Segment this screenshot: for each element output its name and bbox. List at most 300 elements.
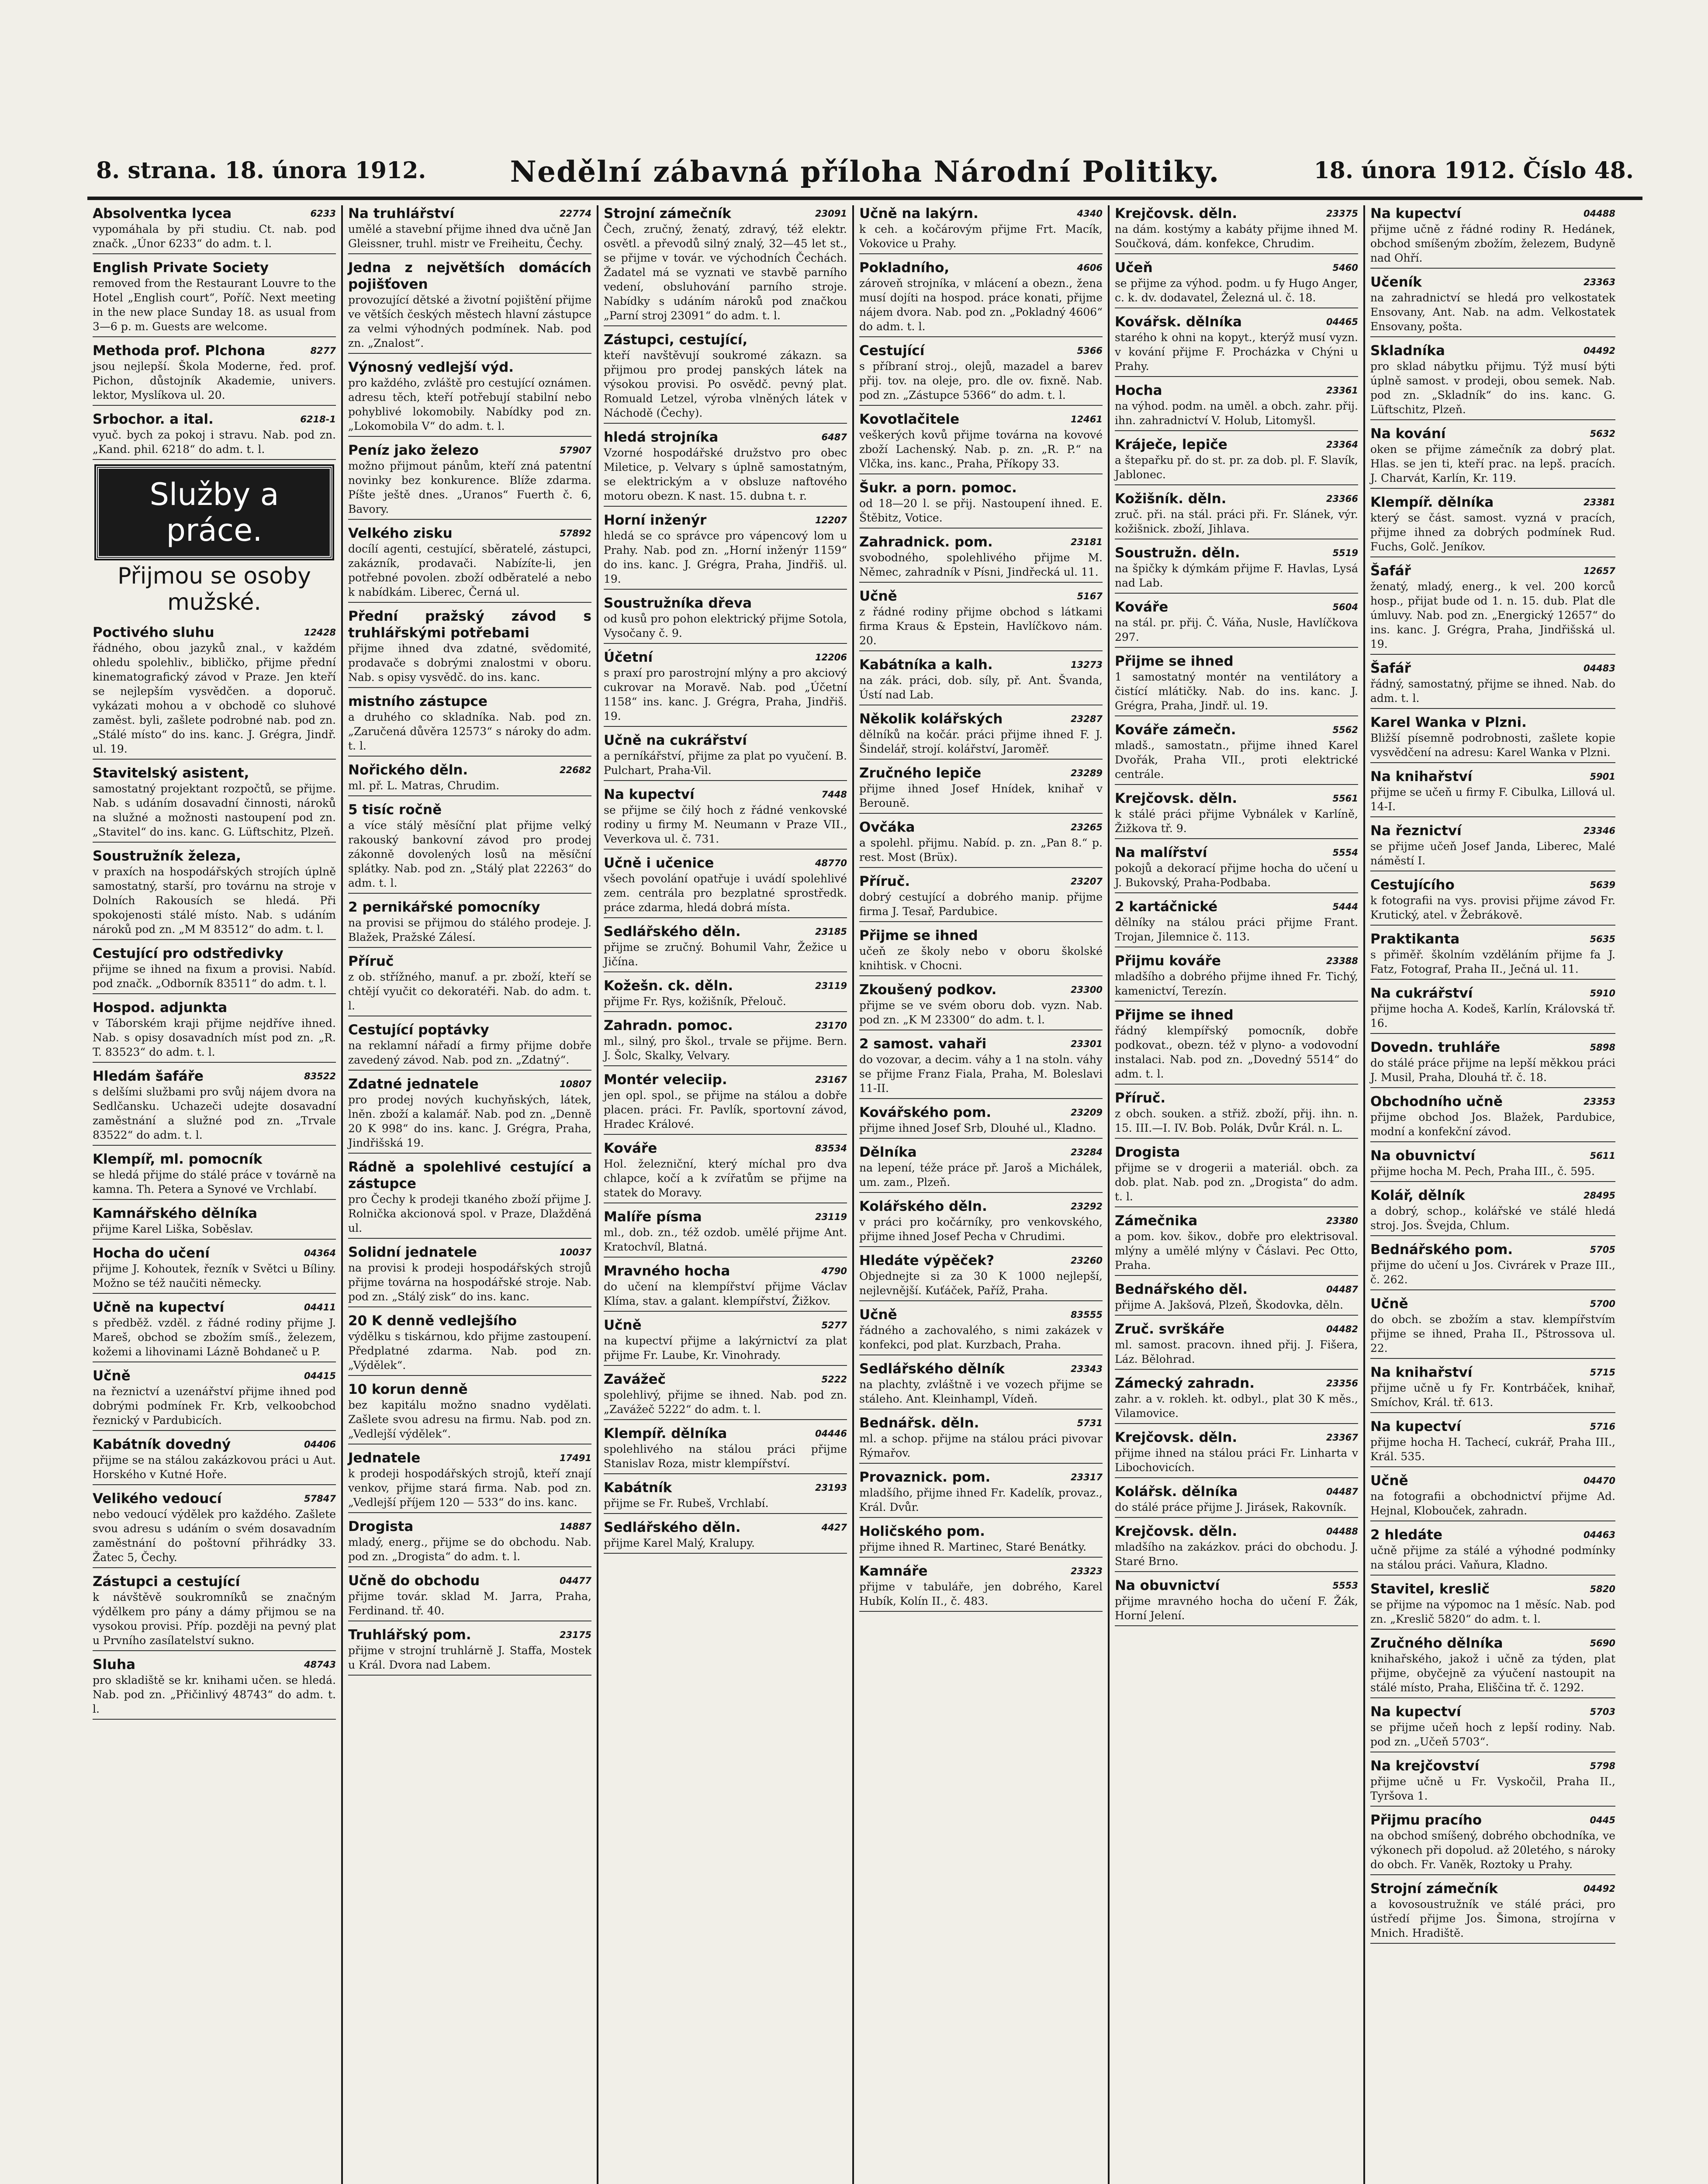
classified-ad (1370, 660, 1615, 709)
ad-body: se přijme se čilý hoch z řádné venkovské rodiny u firmy M. Neumann v Praze VII., Veverkova ul. č. 731. (604, 804, 847, 845)
ad-heading (1115, 1321, 1358, 1337)
ad-heading-text: Na truhlářství (348, 206, 454, 221)
ad-heading (348, 953, 591, 970)
ad-heading (1115, 653, 1358, 670)
classified-ad (348, 1244, 591, 1307)
ad-body: možno přijmout pánům, kteří zná patentní novinky bez konkurence. Blíže zdarma. Píšte ještě dnes. „Uranos“ Fuerth č. 6, Bavory. (348, 460, 591, 515)
column-2 (343, 205, 598, 2184)
ad-heading-text: Velkého zisku (348, 525, 453, 541)
ad-heading-text: Učně na cukrářství (604, 733, 747, 748)
classified-ad (604, 1371, 847, 1420)
ad-heading-text: Velikého vedoucí (93, 1491, 222, 1507)
ad-separator (1370, 488, 1615, 489)
ad-separator (1115, 1275, 1358, 1276)
ad-heading-text: Učně i učenice (604, 855, 714, 871)
classified-ad (1115, 436, 1358, 485)
ad-heading-text: Sedlářského dělník (859, 1361, 1005, 1377)
ad-heading (1115, 844, 1358, 861)
ad-heading-text: Holičského pom. (859, 1524, 985, 1539)
ad-heading-text: Klempíř. dělníka (1370, 494, 1494, 510)
ad-separator (1370, 1087, 1615, 1088)
ad-separator (604, 423, 847, 424)
ad-body: na kupectví přijme a lakýrnictví za plat přijme Fr. Laube, Kr. Vinohrady. (604, 1334, 847, 1362)
ad-separator (604, 506, 847, 507)
classified-ad (93, 1205, 336, 1240)
ad-heading (604, 595, 847, 612)
ad-body: v praxích na hospodářských strojích úplně samostatný, starší, pro továrnu na stroje v Dolních Rakousích se hledá. Při spokojenosti stálé místo. Nab. s udáním nároků pod zn. „M M 83512“ do adm. t. l. (93, 865, 336, 936)
classified-ad (1370, 1527, 1615, 1576)
ad-heading-text: Cestující poptávky (348, 1022, 489, 1038)
ad-heading-text: Na kupectví (604, 787, 695, 802)
ad-heading-text: Malíře písma (604, 1209, 702, 1225)
ad-heading (1370, 1187, 1615, 1204)
ad-heading (348, 608, 591, 641)
ad-heading (93, 1573, 336, 1590)
classified-ad (93, 1068, 336, 1146)
ad-heading-text: Příruč (348, 954, 394, 969)
ad-separator (604, 643, 847, 644)
ad-heading (604, 732, 847, 749)
ad-heading-text: Strojní zámečník (1370, 1881, 1498, 1897)
ad-heading-text: Zavážeč (604, 1372, 666, 1387)
ad-heading (859, 534, 1103, 550)
ad-heading-text: 2 samost. vahaři (859, 1036, 987, 1052)
ad-heading (859, 1361, 1103, 1377)
ad-separator (859, 1409, 1103, 1410)
ad-heading-text: Zástupci a cestující (93, 1574, 240, 1590)
classified-ad (859, 1144, 1103, 1193)
ad-heading-text: Šukr. a porn. pomoc. (859, 480, 1017, 496)
classified-ad (348, 693, 591, 757)
classified-ad (604, 1017, 847, 1066)
classified-ad (604, 1519, 847, 1554)
ad-heading (1370, 931, 1615, 947)
ad-heading-text: Kolářského děln. (859, 1199, 987, 1214)
classified-ad (348, 359, 591, 437)
ad-heading (93, 205, 336, 222)
classified-ad (859, 1252, 1103, 1301)
ad-heading-text: Učně (604, 1317, 642, 1333)
ad-separator (1115, 715, 1358, 716)
classified-ad (1115, 1144, 1358, 1207)
ad-heading-text: Jednatele (348, 1450, 421, 1466)
ad-body: z ob. střížného, manuf. a pr. zboží, kteří se chtějí vyučit co dekoratéři. Nab. do adm. t. l. (348, 971, 591, 1012)
ad-separator (604, 917, 847, 918)
ad-heading (1115, 1577, 1358, 1594)
ad-body: umělé a stavební přijme ihned dva učně Jan Gleissner, truhl. mistr ve Freiheitu, Čechy. (348, 223, 591, 250)
ad-heading-text: Příruč. (1115, 1090, 1166, 1106)
ad-separator (604, 1065, 847, 1066)
ad-separator (1370, 1033, 1615, 1034)
classified-ad (93, 1436, 336, 1485)
ad-separator (93, 1484, 336, 1485)
ad-separator (1115, 1571, 1358, 1572)
ad-body: s předběž. vzděl. z řádné rodiny přijme J. Mareš, obchod se zbožím smíš., železem, kožemi a lihovinami Lázně Bohdaneč u P. (93, 1317, 336, 1358)
ad-heading-text: Na malířství (1115, 845, 1207, 860)
ad-number: 04477 (559, 1576, 591, 1586)
ad-body: na zahradnictví se hledá pro velkostatek Ensovany, Ant. Nab. na adm. Velkostatek Ensovany, pošta. (1370, 291, 1615, 333)
ad-body: vyuč. bych za pokoj i stravu. Nab. pod zn. „Kand. phil. 6218“ do adm. t. l. (93, 429, 336, 456)
ad-number: 5703 (1590, 1707, 1615, 1717)
ad-heading-text: Dovedn. truhláře (1370, 1040, 1501, 1055)
ad-heading (604, 1209, 847, 1225)
ad-heading (859, 480, 1103, 496)
classified-ad (93, 1368, 336, 1431)
classified-ad (1370, 494, 1615, 557)
ad-separator (1370, 1629, 1615, 1630)
ad-separator (93, 1293, 336, 1294)
ad-heading-text: Zručného lepiče (859, 765, 982, 781)
ad-body: ml., silný, pro škol., trvale se přijme. Bern. J. Šolc, Skalky, Velvary. (604, 1035, 847, 1062)
ad-body: pro každého, zvláště pro cestující oznámen. adresu těch, kteří potřebují stabilní nebo pohyblivé lokomobily. Nabídky pod zn. „Lokomobila V“ do adm. t. l. (348, 377, 591, 432)
ad-heading-text: Zahradn. pomoc. (604, 1018, 733, 1033)
classified-ad (859, 1036, 1103, 1099)
ad-heading-text: Učně (859, 1307, 897, 1323)
ad-heading (604, 1371, 847, 1388)
ad-heading-text: Provaznick. pom. (859, 1469, 991, 1485)
ad-body: ml. a schop. přijme na stálou práci pivovar Rýmařov. (859, 1432, 1103, 1459)
ad-heading-text: Hocha do učení (93, 1245, 210, 1261)
classified-ad (93, 1656, 336, 1720)
ad-body: výdělku s tiskárnou, kdo přijme zastoupení. Předplatné zdarma. Nab. pod zn. „Výdělek“. (348, 1330, 591, 1372)
ad-number: 5731 (1077, 1418, 1103, 1428)
ad-separator (93, 405, 336, 406)
ad-separator (859, 1611, 1103, 1612)
ad-separator (348, 1238, 591, 1239)
classified-ad (859, 1361, 1103, 1410)
ad-number: 28495 (1583, 1190, 1615, 1201)
ad-separator (348, 756, 591, 757)
classified-ad (1370, 425, 1615, 489)
ad-number: 23380 (1326, 1216, 1358, 1226)
classified-ad (604, 332, 847, 424)
classified-ad (348, 1313, 591, 1376)
ad-body: zároveň strojníka, v mlácení a obezn., žena musí dojíti na hospod. práce konati, přijme nájem dvora. Nab. pod zn. „Pokladný 4606“ do adm. t. l. (859, 277, 1103, 333)
ad-body: přijme J. Kohoutek, řezník v Světci u Bíliny. Možno se též naučiti německy. (93, 1262, 336, 1289)
ad-heading (604, 1479, 847, 1496)
ad-body: starého k ohni na kopyt., kterýž musí vyzn. v kování přijme F. Procházka v Chýni u Prahy. (1115, 331, 1358, 373)
ad-separator (859, 921, 1103, 922)
ad-heading-text: Na cukrářství (1370, 985, 1473, 1001)
classified-ad (859, 765, 1103, 814)
ad-heading (1370, 1758, 1615, 1774)
ad-heading (93, 1490, 336, 1507)
ad-body: hledá se co správce pro vápencový lom u Prahy. Nab. pod zn. „Horní inženýr 1159“ do ins. kanc. J. Grégra, Praha, Jindřiš. ul. 19. (604, 529, 847, 585)
ad-separator (1115, 484, 1358, 485)
ad-number: 04364 (304, 1248, 336, 1258)
ad-separator (1370, 1575, 1615, 1576)
ad-number: 23375 (1326, 208, 1358, 219)
ad-body: pokojů a dekorací přijme hocha do učení u J. Bukovský, Praha-Podbaba. (1115, 862, 1358, 889)
ad-heading-text: Klempíř, ml. pomocník (93, 1151, 263, 1167)
ad-heading-text: Truhlářský pom. (348, 1627, 471, 1643)
ad-separator (348, 687, 591, 688)
ad-heading-text: Srbochor. a ital. (93, 411, 214, 427)
ad-number: 23367 (1326, 1432, 1358, 1443)
classified-ad (1370, 1187, 1615, 1236)
classified-ad (348, 1518, 591, 1567)
ad-heading (348, 1450, 591, 1466)
ad-heading-text: Ovčáka (859, 819, 915, 835)
ad-heading-text: Poctivého sluhu (93, 625, 214, 640)
ad-heading (859, 411, 1103, 428)
ad-heading-text: Krejčovsk. děln. (1115, 206, 1238, 221)
ad-separator (859, 336, 1103, 337)
ad-heading (1115, 1429, 1358, 1446)
classified-ad (348, 442, 591, 520)
ad-heading-text: Zástupci, cestující, (604, 332, 748, 348)
ad-heading-text: Na obuvnictví (1115, 1578, 1220, 1593)
ad-heading (1370, 563, 1615, 579)
ad-body: na zák. práci, dob. síly, př. Ant. Švanda, Ústí nad Lab. (859, 674, 1103, 701)
ad-body: zahr. a v. rokleh. kt. odbyl., plat 30 K měs., Vilamovice. (1115, 1393, 1358, 1420)
ad-separator (1115, 1517, 1358, 1518)
ad-heading-text: Přední pražský závod s truhlářskými potřebami (348, 608, 591, 641)
ad-body: přijme se Fr. Rubeš, Vrchlabí. (604, 1497, 769, 1510)
ad-body: samostatný projektant rozpočtů, se přijme. Nab. s udáním dosavadní činnosti, nároků na služné a možnosti nastoupení pod zn. „Stavitel“ do ins. kanc. G. Lüftschitz, Plzeň. (93, 782, 336, 838)
ad-body: docílí agenti, cestující, sběratelé, zástupci, zakázník, prodavači. Nabízíte-li, jen potřebné povolen. zboží odběratelé a nebo k nabídkám. Liberec, Černá ul. (348, 543, 591, 598)
ad-heading-text: Učně (1370, 1296, 1408, 1312)
ad-body: z řádné rodiny přijme obchod s látkami firma Kraus & Epstein, Havlíčkovo nám. 20. (859, 605, 1103, 647)
ad-number: 04415 (304, 1371, 336, 1381)
ad-number: 23181 (1070, 537, 1103, 547)
ad-heading (93, 945, 336, 962)
ad-number: 5705 (1590, 1244, 1615, 1255)
ad-number: 04492 (1583, 1883, 1615, 1894)
ad-body: a více stálý měsíční plat přijme velký rakouský bankovní závod pro prodej zákonně dovolených losů na měsíční splátky. Nab. pod zn. „Stálý plat 22263“ do adm. t. l. (348, 819, 591, 889)
ad-number: 5798 (1590, 1761, 1615, 1771)
ad-heading (348, 802, 591, 818)
ad-heading-text: Učně na lakýrn. (859, 206, 978, 221)
classified-ad (859, 1523, 1103, 1558)
ad-heading (348, 1381, 591, 1398)
ad-heading (1370, 205, 1615, 222)
ad-body: a spolehl. přijmu. Nabíd. p. zn. „Pan 8.“ p. rest. Most (Brüx). (859, 836, 1103, 864)
classified-ad (604, 205, 847, 326)
ad-heading (604, 1425, 847, 1442)
classified-ad (1115, 1007, 1358, 1085)
classified-ad (348, 762, 591, 796)
ad-separator (348, 353, 591, 354)
ad-number: 23317 (1070, 1472, 1103, 1482)
ad-body: provozující dětské a životní pojištění přijme ve větších českých městech hlavní zástupce za velmi výhodných podmínek. Nab. pod zn. „Znalost“. (348, 294, 591, 349)
ad-heading (1115, 382, 1358, 399)
ad-number: 23323 (1070, 1566, 1103, 1576)
ad-heading-text: Sedlářského děln. (604, 1520, 741, 1535)
ad-heading-text: Kráječe, lepiče (1115, 437, 1227, 453)
ad-heading-text: Na krejčovství (1370, 1758, 1480, 1774)
ad-body: vypomáhala by při studiu. Ct. nab. pod značk. „Únor 6233“ do adm. t. l. (93, 223, 336, 250)
ad-number: 5460 (1332, 263, 1358, 273)
classified-ad (1370, 1581, 1615, 1630)
column-6 (1365, 205, 1621, 2184)
ad-number: 6218-1 (300, 414, 336, 425)
ad-heading (1370, 1581, 1615, 1597)
ad-body: přijme hocha M. Pech, Praha III., č. 595. (1370, 1165, 1595, 1178)
ad-separator (859, 1517, 1103, 1518)
ad-heading-text: English Private Society (93, 260, 269, 276)
ad-body: s praxí pro parostrojní mlýny a pro akciový cukrovar na Moravě. Nab. pod „Účetní 1158“ ins. kanc. J. Grégra, Praha, Jindřiš. 19. (604, 667, 847, 722)
ad-heading-text: Přijmu pracího (1370, 1812, 1482, 1828)
ad-body: přijme Fr. Rys, kožišník, Přelouč. (604, 995, 786, 1008)
ad-heading (93, 1656, 336, 1673)
column-3 (598, 205, 854, 2184)
ad-heading (604, 649, 847, 666)
ad-heading (93, 259, 336, 276)
ad-body: se přijme učeň Josef Janda, Liberec, Malé náměstí I. (1370, 840, 1615, 867)
ad-heading (1115, 1483, 1358, 1500)
classified-ad (859, 927, 1103, 976)
ad-heading-text: Krejčovsk. děln. (1115, 1524, 1238, 1539)
ad-heading-text: 2 hledáte (1370, 1527, 1443, 1543)
ad-heading (1370, 1527, 1615, 1543)
classified-ad (859, 1415, 1103, 1464)
ad-number: 23388 (1326, 956, 1358, 966)
ad-heading-text: Na kování (1370, 426, 1446, 442)
ad-number: 5901 (1590, 771, 1615, 782)
ad-heading (1115, 491, 1358, 507)
ad-body: a štepařku př. do st. pr. za dob. pl. F. Slavík, Jablonec. (1115, 454, 1358, 481)
ad-number: 4340 (1077, 208, 1103, 219)
ad-heading-text: Na kupectví (1370, 206, 1461, 221)
ad-heading (859, 927, 1103, 944)
ad-separator (348, 893, 591, 894)
ad-separator (604, 589, 847, 590)
ad-heading (1115, 545, 1358, 561)
classified-ad (604, 649, 847, 727)
ad-body: přijme učně z řádné rodiny R. Hedánek, obchod smíšeným zbožím, železem, Budyně nad Ohří. (1370, 223, 1615, 264)
ad-heading-text: Mravného hocha (604, 1263, 730, 1279)
ad-separator (604, 1419, 847, 1420)
ad-heading (859, 1306, 1103, 1323)
ad-number: 5820 (1590, 1584, 1615, 1594)
ad-heading (1370, 1635, 1615, 1652)
ad-heading (1370, 714, 1615, 731)
ad-body: všech povolání opatřuje i uvádí spolehlivé zem. centrála pro bezplatné sprostředk. práce zdarma, hledá dobrá místa. (604, 872, 847, 914)
ad-body: mladšího, přijme ihned Fr. Kadelík, provaz., Král. Dvůr. (859, 1486, 1103, 1514)
ad-heading (1115, 1375, 1358, 1392)
ad-body: pro Čechy k prodeji tkaného zboží přijme J. Rolnička akcionová spol. v Praze, Dlažděná ul. (348, 1193, 591, 1234)
ad-heading-text: Zkoušený podkov. (859, 982, 997, 998)
ad-number: 5716 (1590, 1421, 1615, 1432)
ad-body: přijme se v drogerii a materiál. obch. za dob. plat. Nab. pod zn. „Drogista“ do adm. t. l. (1115, 1161, 1358, 1203)
ad-heading-text: Absolventka lycea (93, 206, 232, 221)
ad-separator (859, 528, 1103, 529)
ad-heading (1370, 1880, 1615, 1897)
ad-number: 04463 (1583, 1530, 1615, 1540)
ad-number: 04465 (1326, 317, 1358, 327)
ad-number: 23170 (815, 1020, 847, 1031)
ad-separator (1370, 979, 1615, 980)
ad-number: 23346 (1583, 826, 1615, 836)
ad-heading-text: Učně (859, 588, 897, 604)
ad-body: přijme ihned Josef Srb, Dlouhé ul., Kladno. (859, 1122, 1096, 1134)
ad-heading (604, 1017, 847, 1034)
ad-body: z obch. souken. a střiž. zboží, přij. ihn. n. 15. III.—I. IV. Bob. Polák, Dvůr Král. n. L. (1115, 1107, 1358, 1134)
ad-body: do stálé práce přijme J. Jirásek, Rakovník. (1115, 1501, 1347, 1514)
ad-heading-text: 5 tisíc ročně (348, 802, 442, 818)
ad-number: 0445 (1590, 1815, 1615, 1825)
ad-separator (1370, 268, 1615, 269)
ad-heading-text: Soustružníka dřeva (604, 595, 752, 611)
ad-number: 5366 (1077, 346, 1103, 356)
ad-body: jen opl. spol., se přijme na stálou a dobře placen. práci. Fr. Pavlík, sportovní závod, Hradec Králové. (604, 1089, 847, 1130)
ad-body: přijme A. Jakšová, Plzeň, Škodovka, děln. (1115, 1299, 1344, 1311)
ad-separator (93, 1650, 336, 1651)
classified-ad (859, 711, 1103, 760)
classified-ad (1115, 953, 1358, 1002)
ad-heading (1115, 314, 1358, 330)
classified-ad (1370, 1418, 1615, 1467)
classified-ad (859, 819, 1103, 868)
ad-heading-text: 2 kartáčnické (1115, 899, 1218, 915)
ad-body: přijme učně u Fr. Vyskočil, Praha II., Tyršova 1. (1370, 1775, 1615, 1802)
ad-separator (93, 1062, 336, 1063)
ad-heading-text: Na knihařství (1370, 769, 1473, 784)
classified-ad (93, 1151, 336, 1200)
ad-heading-text: Bednářského pom. (1370, 1242, 1513, 1258)
ad-body: na řeznictví a uzenářství přijme ihned pod dobrými podmínek Fr. Krb, velkoobchod řeznický v Pardubicích. (93, 1385, 336, 1427)
classified-ad (1370, 1147, 1615, 1182)
ad-heading (859, 1523, 1103, 1540)
classified-ad (93, 999, 336, 1063)
ad-heading-text: Kolářsk. dělníka (1115, 1484, 1238, 1500)
ad-separator (604, 1553, 847, 1554)
ad-separator (1370, 1466, 1615, 1467)
classified-ad (93, 765, 336, 843)
ad-body: přijme továr. sklad M. Jarra, Praha, Ferdinand. tř. 40. (348, 1590, 591, 1617)
ad-separator (1115, 430, 1358, 431)
ad-number: 23300 (1070, 985, 1103, 995)
classified-ad (859, 534, 1103, 583)
ad-separator (348, 1512, 591, 1513)
classified-ad (604, 1071, 847, 1135)
classified-ad (1370, 1039, 1615, 1088)
ad-body: od kusů pro pohon elektrický přijme Sotola, Vysočany č. 9. (604, 612, 847, 639)
ad-separator (859, 867, 1103, 868)
ad-heading-text: Kamnářského dělníka (93, 1206, 258, 1221)
ad-body: 1 samostatný montér na ventilátory a čistící mlátičky. Nab. do ins. kanc. J. Grégra, Praha, Jindř. ul. 19. (1115, 670, 1358, 712)
ad-heading (348, 205, 591, 222)
ad-heading (1370, 1812, 1615, 1828)
ad-heading-text: Rádně a spolehlivé cestující a zástupce (348, 1159, 591, 1192)
ad-body: dělníky na stálou práci přijme Frant. Trojan, Jilemnice č. 113. (1115, 916, 1358, 943)
ad-heading (1370, 1241, 1615, 1258)
ad-separator (1115, 593, 1358, 594)
ad-heading (1115, 259, 1358, 276)
classified-ad (1370, 1758, 1615, 1807)
ad-heading-text: Na kupectví (1370, 1704, 1461, 1720)
ad-heading-text: Na knihařství (1370, 1365, 1473, 1380)
classified-ad (348, 1627, 591, 1676)
ad-body: který se část. samost. vyzná v pracích, přijme ihned za dobrých podmínek Rud. Fuchs, Golč. Jeníkov. (1370, 511, 1615, 553)
ad-body: do stálé práce přijme na lepší měkkou práci J. Musil, Praha, Dlouhá tř. č. 18. (1370, 1057, 1615, 1084)
ad-number: 23356 (1326, 1378, 1358, 1389)
ad-number: 5910 (1590, 988, 1615, 999)
ad-heading (1370, 425, 1615, 442)
ad-heading (348, 693, 591, 710)
ad-separator (1115, 253, 1358, 254)
classified-ad (1115, 382, 1358, 431)
classified-ad (859, 873, 1103, 922)
ad-number: 23260 (1070, 1255, 1103, 1266)
ad-body: spolehlivého na stálou práci přijme Stanislav Roza, mistr klempířství. (604, 1443, 847, 1470)
classified-ad (1115, 205, 1358, 254)
ad-number: 23193 (815, 1482, 847, 1493)
classified-ad (1370, 822, 1615, 871)
classified-ad (1370, 714, 1615, 763)
classified-ad (348, 1381, 591, 1444)
